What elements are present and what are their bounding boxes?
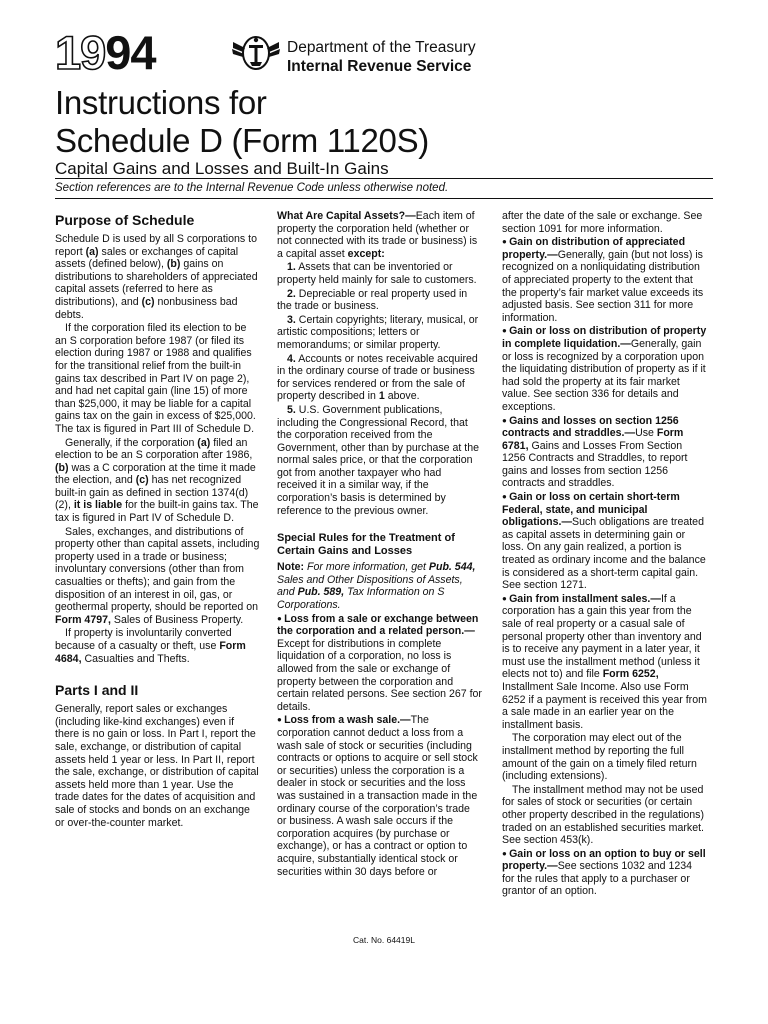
- text-run: Note:: [277, 561, 305, 574]
- capital-assets-paragraph: [277, 210, 482, 260]
- agency-block: [287, 38, 476, 76]
- header-rule: [55, 198, 713, 199]
- tax-year-outline: 19: [55, 26, 106, 79]
- item-number: 1.: [287, 261, 296, 274]
- spacer: [55, 666, 260, 680]
- text-run: (c): [141, 295, 155, 308]
- text-run: (c): [135, 474, 149, 487]
- text-run: it is liable: [73, 499, 123, 512]
- title-line-1: Instructions for: [55, 84, 267, 121]
- column-1: [55, 210, 260, 830]
- text-run: filed an election to be an S corporation after 1986,: [55, 436, 253, 462]
- text-run: sales or exchanges of capital assets (defined below),: [55, 245, 239, 271]
- title-line-2: Schedule D (Form 1120S): [55, 122, 429, 159]
- department-name: Department of the Treasury: [287, 39, 476, 56]
- text-run: Pub. 544,: [428, 561, 476, 574]
- text-run: What Are Capital Assets?—: [277, 210, 416, 222]
- text-run: Gain from installment sales.—: [509, 592, 661, 605]
- text-run: Use: [635, 427, 657, 440]
- text-run: Sales of Business Property.: [110, 613, 244, 626]
- text-run: Each item of property the corporation held (whether or not connected with its trade or business) is a capital asset: [277, 210, 478, 260]
- text-run: Form 6781,: [502, 427, 684, 452]
- text-run: Casualties and Thefts.: [81, 652, 190, 665]
- purpose-paragraph-4: [55, 526, 260, 627]
- text-run: Pub. 589,: [297, 586, 345, 599]
- section-1256-paragraph: [502, 415, 707, 491]
- catalog-number: Cat. No. 64419L: [353, 935, 415, 945]
- tax-year-solid: 94: [105, 26, 156, 79]
- column-3: [502, 210, 707, 899]
- purpose-paragraph-5: [55, 627, 260, 665]
- document-subtitle: Capital Gains and Losses and Built-In Gains: [55, 159, 389, 178]
- text-run: Accounts or notes receivable acquired in the ordinary course of trade or business for services rendered or from the sale of property described in: [277, 352, 478, 403]
- text-run: Installment Sale Income. Also use Form 6252 if a payment is received this year from a sale made in an earlier year on the installment basis.: [502, 680, 707, 731]
- text-run: Certain copyrights; literary, musical, or artistic compositions; letters or memorandums; or similar property.: [277, 313, 479, 351]
- text-run: If a corporation has a gain this year from the sale of real property or a casual sale of personal property other than inventory and is to receive any payment in a later year, it must use the installment method (unless it elects not to) and file: [502, 592, 702, 681]
- section-references-note: Section references are to the Internal Revenue Code unless otherwise noted.: [55, 182, 449, 194]
- special-rules-heading: Special Rules for the Treatment of Certain Gains and Losses: [277, 532, 455, 558]
- text-run: Generally, gain (but not loss) is recognized on a nonliquidating distribution of appreciated property to the extent that the property’s fair market value exceeds its adjusted basis. See section 311 for more information.: [502, 248, 704, 324]
- liquidation-paragraph: [502, 325, 707, 413]
- tax-year: [55, 26, 156, 80]
- document-title: [55, 84, 429, 160]
- capital-asset-item-3: [277, 314, 482, 352]
- text-run: Gain on distribution of appreciated property.—: [502, 236, 686, 261]
- text-run: (a): [197, 436, 211, 449]
- purpose-heading: Purpose of Schedule: [55, 212, 195, 228]
- purpose-paragraph-2: If the corporation filed its election to be an S corporation before 1987 (or filed its election during 1987 or 1988 and qualifies for the transitional relief from the built-in gains tax described in Part IV on page 2), and had net capital gain (line 15) of more than $25,000, it may be liable for a capital gains tax on the gain in excess of $25,000. The tax is figured in Part III of Schedule D.: [55, 322, 256, 435]
- item-number: 3.: [287, 313, 296, 326]
- text-run: Sales, exchanges, and distributions of property other than capital assets, including property used in a trade or business; involuntary conversions (other than from casualties or thefts); and gain from the disposition of an interest in oil, gas, or geothermal property, should be reported on: [55, 525, 260, 614]
- text-run: Tax Information on S Corporations.: [277, 586, 445, 612]
- special-rules-note: [277, 561, 482, 611]
- wash-sale-continued: after the date of the sale or exchange. See section 1091 for more information.: [502, 210, 703, 235]
- text-run: Gains and Losses From Section 1256 Contracts and Straddles, to report gains and losses from section 1256 contracts and straddles.: [502, 439, 688, 490]
- text-run: The corporation cannot deduct a loss from a wash sale of stock or securities (including contracts or options to acquire or sell stock or securities) unless the corporation is a dealer in stock or securities and the loss was sustained in a transaction made in the ordinary course of the corporation’s trade or business. A wash sale occurs if the corporation acquires (by purchase or exchange), or has a contract or option to acquire, substantially identical stock or securities within 30 days before or: [277, 714, 478, 878]
- text-run: (b): [55, 461, 69, 474]
- text-run: See sections 1032 and 1234 for the rules that apply to a purchaser or grantor of an option.: [502, 860, 693, 898]
- text-run: Generally, if the corporation: [65, 436, 198, 449]
- purpose-paragraph-1: [55, 233, 260, 321]
- text-run: Sales and Other Dispositions of Assets, and: [277, 573, 463, 599]
- text-run: Form 4684,: [55, 640, 246, 665]
- text-run: for the built-in gains tax. The tax is figured in Part IV of Schedule D.: [55, 499, 259, 525]
- text-run: Form 4797,: [55, 613, 111, 626]
- text-run: Gain or loss on certain short-term Federal, state, and municipal obligations.—: [502, 491, 680, 529]
- column-2: [277, 210, 482, 879]
- wash-sale-paragraph: [277, 714, 482, 878]
- treasury-eagle-logo-icon: [231, 34, 281, 72]
- purpose-paragraph-3: [55, 437, 260, 525]
- subtitle-rule: [55, 178, 713, 179]
- capital-asset-item-1: [277, 261, 482, 286]
- text-run: Schedule D is used by all S corporations to report: [55, 233, 257, 258]
- parts-heading: Parts I and II: [55, 682, 139, 699]
- item-number: 2.: [287, 287, 296, 300]
- loss-related-person-paragraph: [277, 613, 482, 714]
- text-run: Such obligations are treated as capital assets in determining gain or loss. On any gain realized, a portion is treated as ordinary income and the balance is considered as a short-term capital gain. See section 1271.: [502, 516, 706, 592]
- text-run: was a C corporation at the time it made the election, and: [55, 461, 256, 487]
- capital-asset-item-2: [277, 288, 482, 313]
- installment-sales-paragraph: [502, 593, 707, 732]
- text-run: Generally, gain or loss is recognized by a corporation upon the liquidating distribution of property as if it had sold the property at its fair market value. See section 336 for details and exceptions.: [502, 337, 706, 413]
- text-run: Gain or loss on an option to buy or sell property.—: [502, 847, 706, 873]
- elect-out-paragraph: The corporation may elect out of the installment method by reporting the full amount of the gain on a timely filed return (including extensions).: [502, 732, 697, 783]
- text-run: except:: [347, 247, 385, 260]
- service-name: Internal Revenue Service: [287, 58, 472, 75]
- short-term-obligations-paragraph: [502, 491, 707, 592]
- item-number: 4.: [287, 352, 296, 365]
- gain-distribution-paragraph: [502, 236, 707, 324]
- installment-not-used-paragraph: The installment method may not be used for sales of stock or securities (or certain other property described in the regulations) traded on an established securities market. See section 453(k).: [502, 783, 704, 847]
- capital-asset-item-4: [277, 353, 482, 403]
- text-run: Form 6252,: [602, 668, 659, 681]
- text-run: nonbusiness bad debts.: [55, 295, 238, 321]
- option-paragraph: [502, 848, 707, 898]
- text-run: 1: [378, 390, 385, 403]
- text-run: has net recognized built-in gain as defined in section 1374(d)(2),: [55, 474, 249, 512]
- text-run: Assets that can be inventoried or property held mainly for sale to customers.: [277, 261, 477, 286]
- text-run: (b): [166, 258, 181, 271]
- capital-asset-item-5: [277, 404, 482, 517]
- text-run: If property is involuntarily converted because of a casualty or theft, use: [55, 627, 232, 652]
- parts-paragraph-1: Generally, report sales or exchanges (including like-kind exchanges) even if there is no gain or loss. In Part I, report the sale, exchange, or distribution of capital assets held 1 year or less. In Part II, report the sale, exchange, or distribution of capital assets held more than 1 year. Use the trade dates for the dates of acquisition and sale of stocks and bonds on an exchange or over-the-counter market.: [55, 703, 259, 829]
- text-run: Gain or loss on distribution of property in complete liquidation.—: [502, 325, 707, 350]
- text-run: above.: [384, 390, 420, 403]
- spacer: [277, 518, 482, 526]
- item-number: 5.: [287, 403, 296, 416]
- text-run: U.S. Government publications, including the Congressional Record, that the corporation received from the Government, other than by purchase at the normal sales price, or that the corporation got from another taxpayer who had received it in a similar way, if the corporation’s basis is determined by reference to the previous owner.: [277, 403, 479, 517]
- text-run: Depreciable or real property used in the trade or business.: [277, 287, 468, 313]
- text-run: Loss from a wash sale.—: [284, 714, 411, 727]
- text-run: Loss from a sale or exchange between the corporation and a related person.—: [277, 612, 479, 638]
- text-run: Except for distributions in complete liquidation of a corporation, no loss is allowed from the sale or exchange of property between the corporation and certain related persons. See section 267 for details.: [277, 637, 482, 713]
- text-run: Gains and losses on section 1256 contracts and straddles.—: [502, 414, 679, 440]
- text-run: gains on distributions to shareholders of appreciated capital assets (referred to here as distributions), and: [55, 258, 258, 308]
- text-run: (a): [85, 245, 99, 258]
- text-run: For more information, get: [304, 561, 429, 574]
